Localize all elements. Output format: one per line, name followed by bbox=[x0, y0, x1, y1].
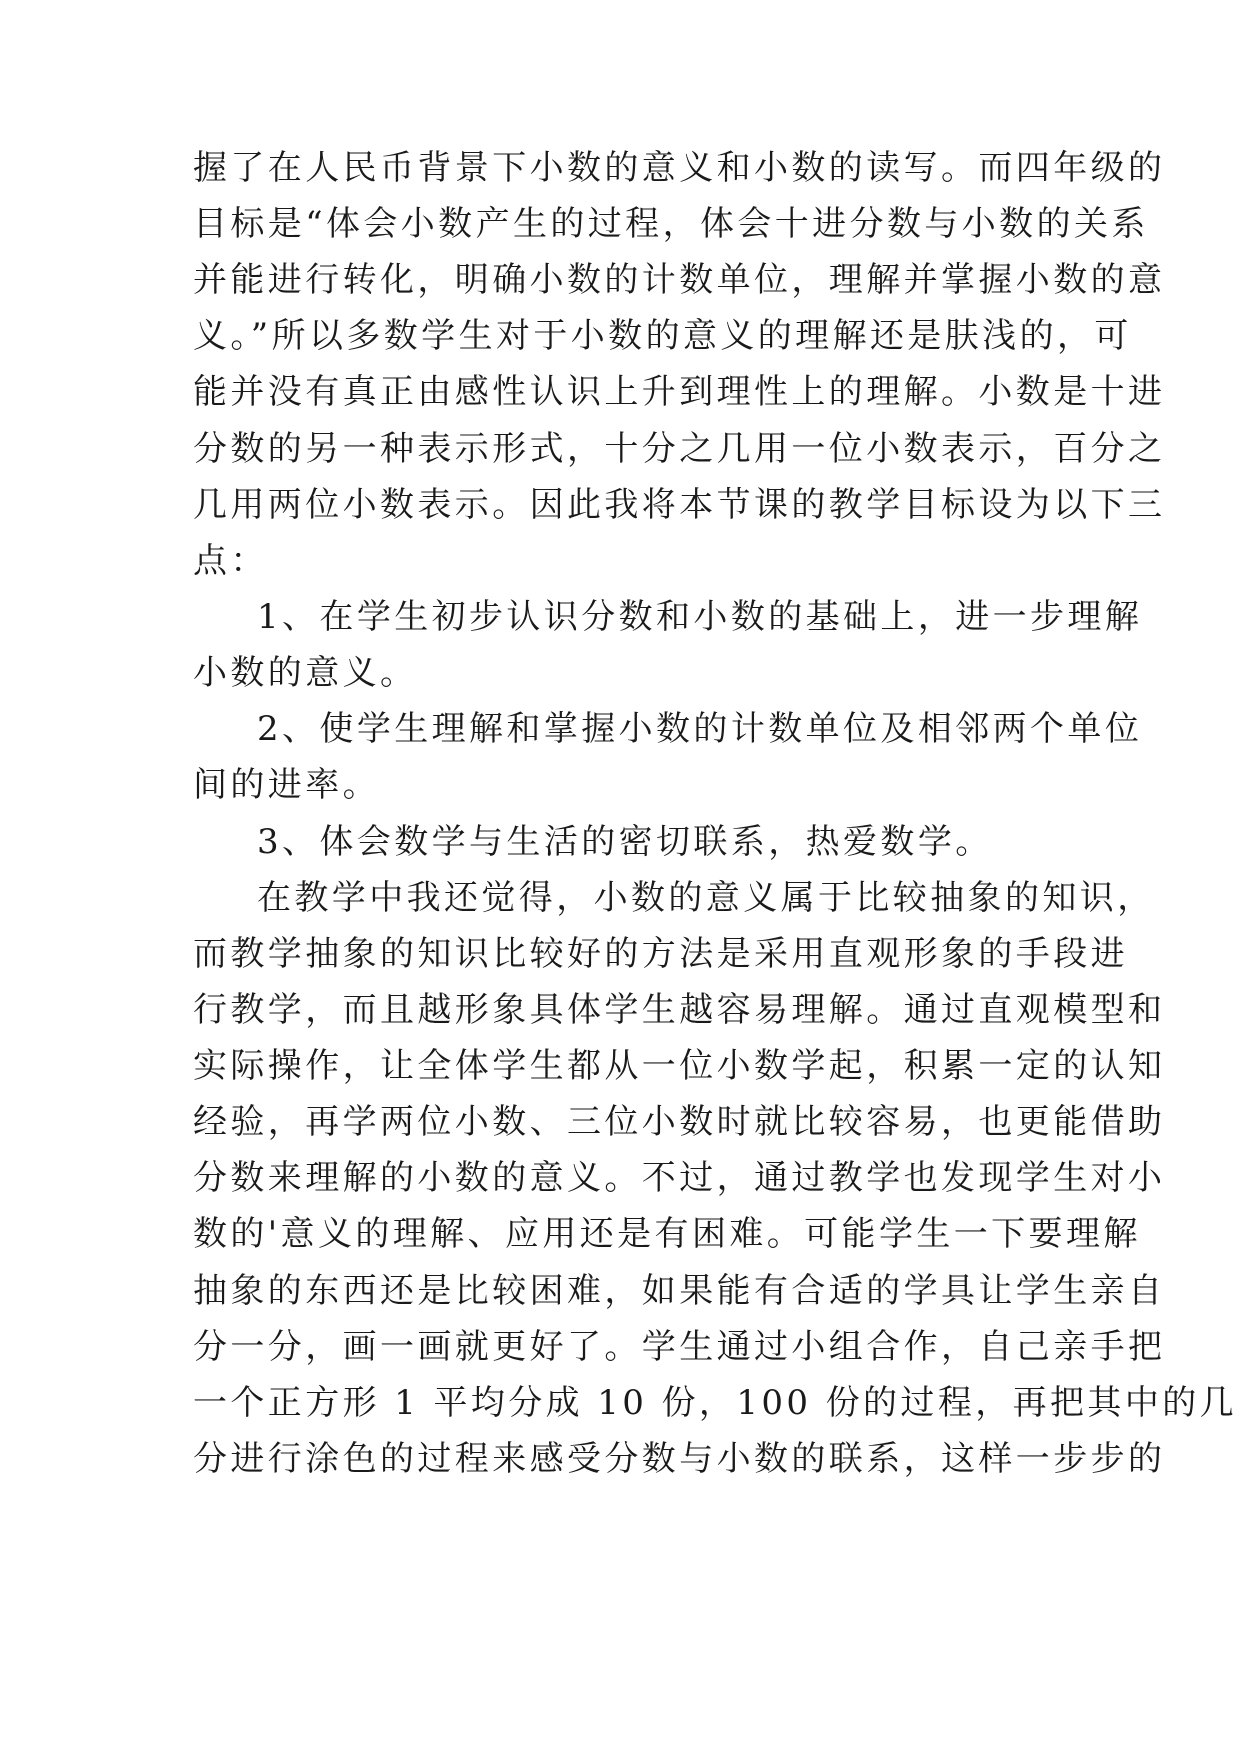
text-line: 分数来理解的小数的意义。不过，通过教学也发现学生对小 bbox=[193, 1158, 1166, 1198]
text-line: 握了在人民币背景下小数的意义和小数的读写。而四年级的 bbox=[193, 148, 1166, 188]
text-line: 并能进行转化，明确小数的计数单位，理解并掌握小数的意 bbox=[193, 260, 1166, 300]
text-line: 数的'意义的理解、应用还是有困难。可能学生一下要理解 bbox=[193, 1214, 1141, 1254]
text-line: 几用两位小数表示。因此我将本节课的教学目标设为以下三 bbox=[193, 485, 1166, 525]
text-line: 目标是“体会小数产生的过程，体会十进分数与小数的关系 bbox=[193, 204, 1149, 244]
text-line: 点： bbox=[193, 541, 268, 581]
text-line: 义。”所以多数学生对于小数的意义的理解还是肤浅的，可 bbox=[193, 316, 1132, 356]
goal-item-2: 2、使学生理解和掌握小数的计数单位及相邻两个单位 bbox=[257, 709, 1143, 749]
text-line: 分数的另一种表示形式，十分之几用一位小数表示，百分之 bbox=[193, 429, 1166, 469]
text-line: 而教学抽象的知识比较好的方法是采用直观形象的手段进 bbox=[193, 934, 1128, 974]
text-line: 分一分，画一画就更好了。学生通过小组合作，自己亲手把 bbox=[193, 1327, 1166, 1367]
text-line: 抽象的东西还是比较困难，如果能有合适的学具让学生亲自 bbox=[193, 1271, 1166, 1311]
text-line: 一个正方形 1 平均分成 10 份，100 份的过程，再把其中的几 bbox=[193, 1383, 1238, 1423]
text-line: 能并没有真正由感性认识上升到理性上的理解。小数是十进 bbox=[193, 372, 1166, 412]
paragraph-start: 在教学中我还觉得，小数的意义属于比较抽象的知识， bbox=[257, 878, 1155, 918]
text-line: 分进行涂色的过程来感受分数与小数的联系，这样一步步的 bbox=[193, 1439, 1166, 1479]
text-line: 行教学，而且越形象具体学生越容易理解。通过直观模型和 bbox=[193, 990, 1166, 1030]
text-line: 实际操作，让全体学生都从一位小数学起，积累一定的认知 bbox=[193, 1046, 1166, 1086]
text-line: 间的进率。 bbox=[193, 765, 380, 805]
text-line: 小数的意义。 bbox=[193, 653, 418, 693]
text-line: 经验，再学两位小数、三位小数时就比较容易，也更能借助 bbox=[193, 1102, 1166, 1142]
goal-item-1: 1、在学生初步认识分数和小数的基础上，进一步理解 bbox=[257, 597, 1143, 637]
goal-item-3: 3、体会数学与生活的密切联系，热爱数学。 bbox=[257, 822, 993, 862]
